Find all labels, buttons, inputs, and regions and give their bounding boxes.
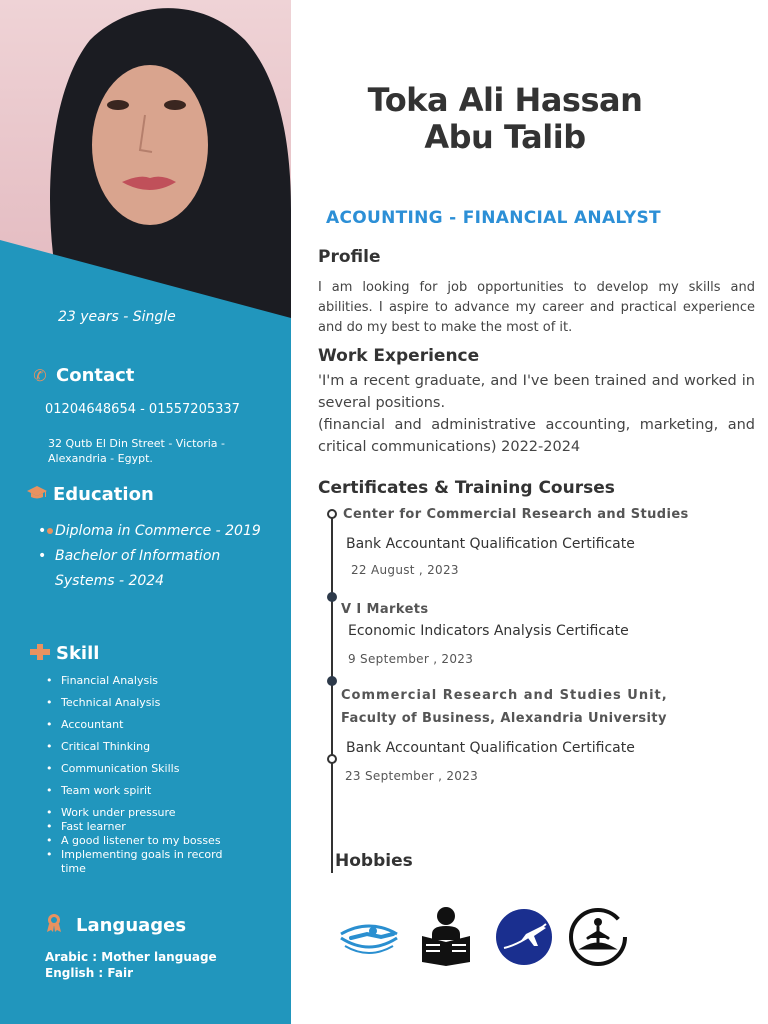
timeline-dot <box>327 676 337 686</box>
swimming-icon <box>337 904 401 968</box>
skill-item: • Work under pressure <box>46 806 246 820</box>
cert-org: V I Markets <box>341 602 429 617</box>
skill-item: • Accountant <box>46 718 246 732</box>
sidebar <box>0 0 291 1024</box>
timeline-line <box>331 513 333 873</box>
phone-icon: ✆ <box>33 366 47 385</box>
education-list <box>38 519 278 594</box>
work-text-line: 'I'm a recent graduate, and I've been trained and worked in several positions. <box>318 373 755 411</box>
work-text-line: (financial and administrative accounting, marketing, and critical communications) 2022-2024 <box>318 417 755 455</box>
work-heading: Work Experience <box>318 346 480 366</box>
profile-text: I am looking for job opportunities to develop my skills and abilities. I aspire to advance my career and practical experience and do my best to make the most of it. <box>318 280 755 335</box>
hobbies-heading: Hobbies <box>335 851 413 871</box>
name-line: Abu Talib <box>424 118 586 156</box>
skill-item: • A good listener to my bosses <box>46 834 246 848</box>
cert-date: 22 August , 2023 <box>351 563 459 577</box>
meditation-icon <box>566 904 630 968</box>
contact-title: Contact <box>56 365 135 386</box>
language-item: Arabic : Mother language <box>45 950 217 964</box>
timeline-dot <box>327 592 337 602</box>
cert-date: 23 September , 2023 <box>345 769 479 783</box>
skill-item: • Fast learner <box>46 820 246 834</box>
phone-numbers: 01204648654 - 01557205337 <box>45 402 240 417</box>
reading-icon <box>414 904 478 968</box>
skill-title: Skill <box>56 643 100 664</box>
languages-title: Languages <box>76 914 187 936</box>
skill-item: • Technical Analysis <box>46 696 246 710</box>
graduation-cap-icon <box>27 485 47 505</box>
languages-heading <box>44 913 186 937</box>
languages-list <box>45 949 217 981</box>
cert-org: Faculty of Business, Alexandria University <box>341 711 667 726</box>
timeline-dot <box>327 754 337 764</box>
education-item: • Bachelor of Information Systems - 2024 <box>38 544 278 594</box>
profile-heading: Profile <box>318 247 381 267</box>
timeline-dot <box>327 509 337 519</box>
age-status: 23 years - Single <box>58 309 176 325</box>
contact-heading <box>30 365 134 386</box>
cert-date: 9 September , 2023 <box>348 652 474 666</box>
work-text <box>318 370 755 458</box>
name-line: Toka Ali Hassan <box>367 81 643 119</box>
address: 32 Qutb El Din Street - Victoria - Alexandria - Egypt. <box>48 437 226 465</box>
certificates-heading: Certificates & Training Courses <box>318 478 615 498</box>
puzzle-icon <box>30 644 50 664</box>
cert-name: Bank Accountant Qualification Certificate <box>346 536 635 552</box>
skill-item: • Implementing goals in record time <box>46 848 246 876</box>
cert-name: Economic Indicators Analysis Certificate <box>348 623 629 639</box>
profile-photo <box>0 0 291 320</box>
cert-org: Commercial Research and Studies Unit, <box>341 688 668 703</box>
job-title: ACOUNTING - FINANCIAL ANALYST <box>326 208 661 228</box>
language-item: English : Fair <box>45 966 134 980</box>
skill-item: • Communication Skills <box>46 762 246 776</box>
travel-plane-icon <box>492 904 556 968</box>
skill-item: • Team work spirit <box>46 784 246 798</box>
education-title: Education <box>53 484 154 505</box>
skill-list <box>46 674 246 876</box>
skill-item: • Critical Thinking <box>46 740 246 754</box>
education-item: • Diploma in Commerce - 2019 <box>38 519 278 544</box>
award-icon <box>44 913 64 937</box>
skill-heading <box>30 643 99 664</box>
education-heading <box>27 484 154 505</box>
skill-item: • Financial Analysis <box>46 674 246 688</box>
cert-name: Bank Accountant Qualification Certificate <box>346 740 635 756</box>
cert-org: Center for Commercial Research and Studies <box>343 507 689 522</box>
candidate-name <box>330 82 680 156</box>
